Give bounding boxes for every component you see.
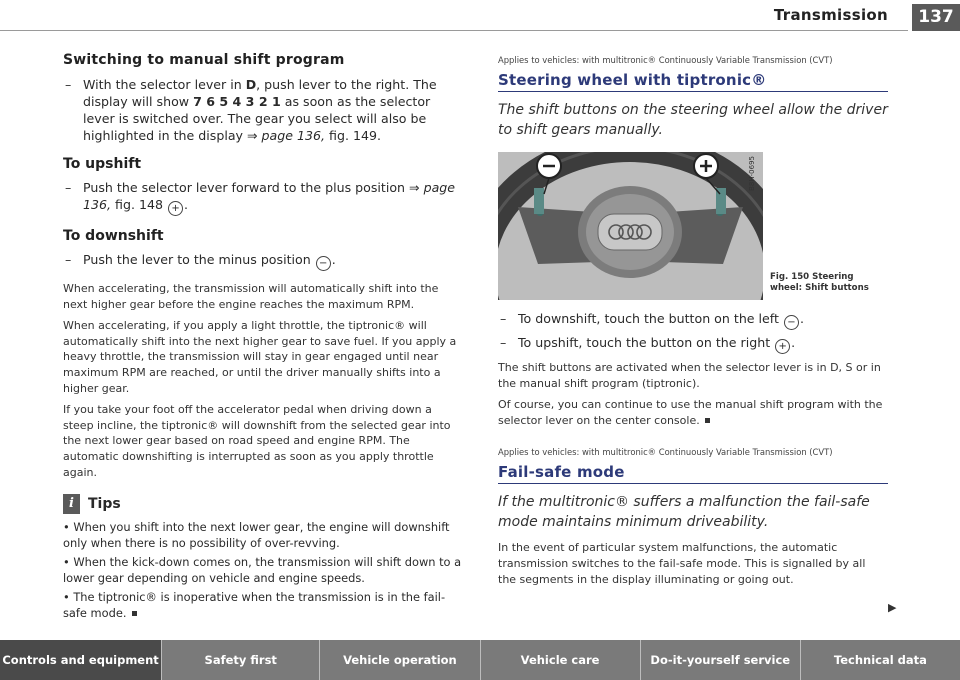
- text: To upshift, touch the button on the right: [518, 335, 771, 350]
- text: fig. 149.: [325, 128, 382, 143]
- figure-150: [498, 152, 888, 300]
- tip-item: • When the kick-down comes on, the transmission will shift down to a lower gear depending on vehicle and engine speeds.: [63, 555, 462, 586]
- right-column: [498, 52, 888, 593]
- section-title-steering-wheel: Steering wheel with tiptronic®: [498, 72, 888, 92]
- end-mark-icon: [705, 418, 710, 423]
- page-reference-link[interactable]: page 136,: [83, 180, 456, 212]
- tip-text: When you shift into the next lower gear, the engine will downshift only when there is no possibility of over-revving.: [63, 520, 450, 551]
- footer-tab-controls[interactable]: Controls and equipment: [0, 640, 162, 680]
- text: fig. 148: [111, 197, 164, 212]
- plus-icon: +: [775, 339, 790, 354]
- text-bold: D: [245, 77, 257, 92]
- paragraph-activation: The shift buttons are activated when the selector lever is in D, S or in the manual shift program (tiptronic).: [498, 361, 881, 390]
- paragraph-center-console: [498, 397, 888, 428]
- steering-wheel-icon: [498, 152, 763, 300]
- tip-item: • The tiptronic® is inoperative when the transmission is in the fail-safe mode.: [63, 590, 446, 621]
- paragraph-steep-incline: If you take your foot off the accelerator pedal when driving down a steep incline, the tiptronic® will downshift from the selected gear into the next lower gear based on road speed and engine RPM. The automatic downshifting is interrupted as soon as you apply throttle again.: [63, 403, 451, 479]
- tips-title: Tips: [88, 495, 121, 512]
- section-title-upshift: To upshift: [63, 156, 142, 172]
- section-title-manual-shift: Switching to manual shift program: [63, 52, 345, 68]
- page-reference-link[interactable]: page 136,: [261, 128, 326, 143]
- steering-wheel-image: [498, 152, 763, 300]
- footer-tab-diy-service[interactable]: Do-it-yourself service: [641, 640, 801, 680]
- text: Of course, you can continue to use the manual shift program with the selector lever on the center console.: [498, 398, 883, 427]
- end-mark-icon: [132, 611, 137, 616]
- applies-to-note: Applies to vehicles: with multitronic® Continuously Variable Transmission (CVT): [498, 447, 833, 458]
- text: , push lever to the right. The display will show: [83, 77, 437, 109]
- footer-tab-vehicle-care[interactable]: Vehicle care: [481, 640, 641, 680]
- text: With the selector lever in: [83, 77, 246, 92]
- caption-line: Fig. 150 Steering: [770, 272, 854, 282]
- gear-sequence: 7 6 5 4 3 2 1: [193, 94, 281, 109]
- left-column: [63, 52, 465, 624]
- bullet-upshift-button: – To upshift, touch the button on the right + .: [498, 334, 888, 354]
- running-header-title: Transmission: [773, 6, 888, 24]
- figure-caption: [770, 272, 869, 294]
- continue-arrow-icon: ▶: [888, 601, 897, 614]
- bullet-downshift: – Push the lever to the minus position − .: [63, 251, 465, 271]
- minus-icon: −: [784, 315, 799, 330]
- bullet-selector-lever: [63, 76, 465, 144]
- applies-to-note: Applies to vehicles: with multitronic® Continuously Variable Transmission (CVT): [498, 55, 833, 65]
- bullet-upshift: – Push the selector lever forward to the plus position ⇒ page 136, fig. 148 + .: [63, 179, 465, 216]
- header-rule: [0, 30, 908, 31]
- footer-tab-safety[interactable]: Safety first: [162, 640, 320, 680]
- text: as soon as the selector lever is switched over. The gear you select will also be highlighted in the display ⇒: [83, 94, 431, 143]
- tips-heading: [63, 494, 465, 514]
- section-title-fail-safe: Fail-safe mode: [498, 464, 888, 484]
- tip-text: When the kick-down comes on, the transmission will shift down to a lower gear depending on vehicle and engine speeds.: [63, 555, 462, 586]
- tip-item: • When you shift into the next lower gear, the engine will downshift only when there is no possibility of over-revving.: [63, 520, 450, 551]
- bullet-downshift-button: – To downshift, touch the button on the left − .: [498, 310, 888, 330]
- page-number: 137: [912, 4, 960, 31]
- paragraph-light-throttle: When accelerating, if you apply a light throttle, the tiptronic® will automatically shift into the next higher gear to save fuel. If you apply a heavy throttle, the transmission will stay in gear engaged until near maximum RPM are reached, or until the driver manually shifts into a higher gear.: [63, 319, 457, 395]
- figure-code: B8H-0695: [748, 156, 756, 191]
- intro-fail-safe: If the multitronic® suffers a malfunction the fail-safe mode maintains minimum driveability.: [498, 494, 870, 531]
- info-icon: i: [63, 494, 80, 514]
- caption-line: wheel: Shift buttons: [770, 283, 869, 293]
- intro-steering-wheel: The shift buttons on the steering wheel allow the driver to shift gears manually.: [498, 102, 888, 138]
- footer-tab-technical-data[interactable]: Technical data: [833, 653, 927, 667]
- text: Push the lever to the minus position: [83, 252, 311, 267]
- paragraph-fail-safe: In the event of particular system malfunctions, the automatic transmission switches to the fail-safe mode. This is signalled by all the segments in the display illuminating or going out.: [498, 541, 866, 586]
- footer-tab-vehicle-operation[interactable]: Vehicle operation: [320, 640, 480, 680]
- text: Push the selector lever forward to the plus position ⇒: [83, 180, 424, 195]
- plus-icon: +: [168, 201, 183, 216]
- tip-text: The tiptronic® is inoperative when the transmission is in the fail-safe mode.: [63, 590, 446, 621]
- footer-nav: [0, 640, 960, 680]
- section-title-downshift: To downshift: [63, 228, 164, 244]
- text: To downshift, touch the button on the left: [518, 311, 779, 326]
- minus-icon: −: [316, 256, 331, 271]
- paragraph-accelerating: When accelerating, the transmission will automatically shift into the next higher gear before the engine reaches the maximum RPM.: [63, 282, 439, 311]
